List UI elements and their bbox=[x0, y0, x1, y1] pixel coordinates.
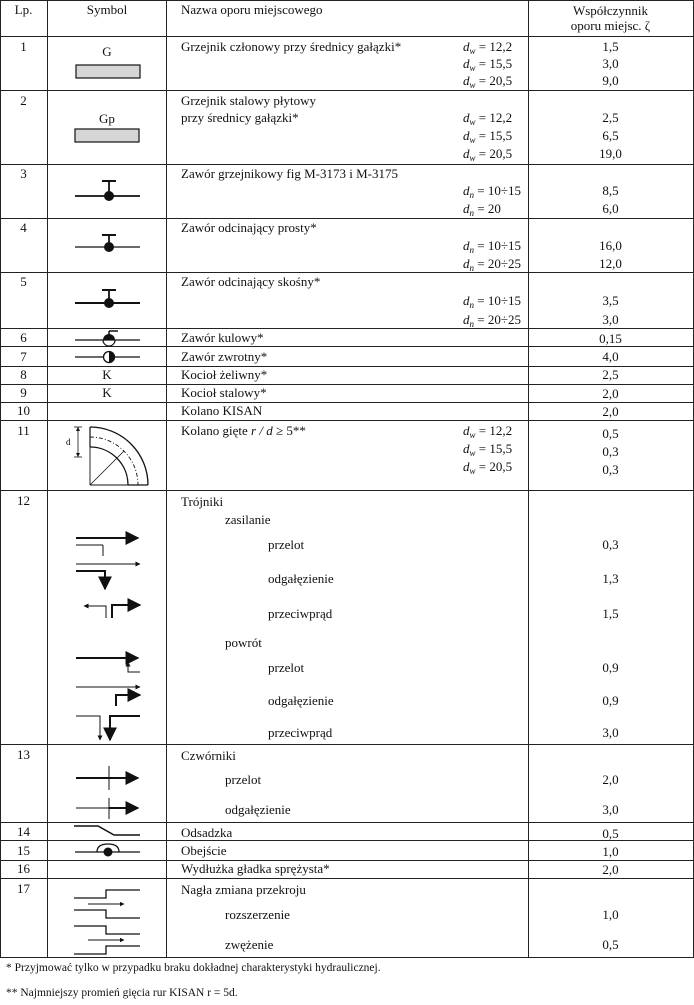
param-label: $d_w = 12,2$ bbox=[463, 423, 513, 440]
coef-value: 3,0 bbox=[602, 56, 619, 71]
row-name: Obejście bbox=[181, 843, 227, 858]
row-name: przy średnicy gałązki* bbox=[181, 110, 299, 125]
param-label: $d_w = 12,2$ bbox=[463, 39, 513, 56]
header-lp: Lp. bbox=[14, 2, 33, 17]
coef-value: 0,3 bbox=[602, 537, 619, 552]
item-label: przeciwprąd bbox=[268, 725, 333, 740]
symbol-label: K bbox=[102, 385, 112, 400]
item-label: przelot bbox=[225, 772, 262, 787]
row-number: 2 bbox=[20, 93, 27, 108]
param-label: $d_w = 20,5$ bbox=[463, 146, 513, 163]
row-number: 11 bbox=[17, 423, 30, 438]
rule bbox=[166, 0, 167, 958]
coef-value: 1,0 bbox=[602, 907, 619, 922]
item-label: przelot bbox=[268, 660, 305, 675]
row-name: Trójniki bbox=[181, 494, 224, 509]
item-label: odgałęzienie bbox=[225, 802, 291, 817]
coef-value: 9,0 bbox=[602, 73, 619, 88]
param-label: $d_n = 20\div 25$ bbox=[463, 256, 521, 273]
row-number: 9 bbox=[20, 385, 27, 400]
coef-value: 0,3 bbox=[602, 462, 619, 477]
header-coef-line2: oporu miejsc. ζ bbox=[570, 18, 651, 33]
param-label: $d_n = 10\div 15$ bbox=[463, 238, 521, 255]
coef-value: 2,0 bbox=[602, 772, 619, 787]
row-name: Grzejnik członowy przy średnicy gałązki* bbox=[181, 39, 402, 54]
coef-value: 0,3 bbox=[602, 444, 619, 459]
shutoff-valve-straight-icon bbox=[48, 232, 166, 258]
coef-value: 3,0 bbox=[602, 312, 619, 327]
coef-value: 0,5 bbox=[602, 937, 619, 952]
coef-value: 3,0 bbox=[602, 725, 619, 740]
row-number: 7 bbox=[20, 349, 27, 364]
row-number: 3 bbox=[20, 166, 27, 181]
tee-return-counterflow-icon bbox=[76, 716, 140, 740]
coef-value: 2,0 bbox=[602, 386, 619, 401]
row-name: Czwórniki bbox=[181, 748, 236, 763]
item-label: odgałęzienie bbox=[268, 571, 334, 586]
footnote: ** Najmniejszy promień gięcia rur KISAN r = 5d. bbox=[6, 987, 238, 999]
coef-value: 0,5 bbox=[602, 826, 619, 841]
param-label: $d_w = 20,5$ bbox=[463, 73, 513, 90]
rule bbox=[0, 0, 694, 1]
item-label: przelot bbox=[268, 537, 305, 552]
coef-value: 2,5 bbox=[602, 367, 619, 382]
offset-fitting-icon bbox=[48, 822, 166, 840]
tee-symbols-icon bbox=[48, 490, 166, 744]
row-name: Kolano KISAN bbox=[181, 403, 263, 418]
item-label: przeciwprąd bbox=[268, 606, 333, 621]
tee-supply-straight-icon bbox=[76, 538, 138, 556]
coef-value: 8,5 bbox=[602, 183, 619, 198]
header-name: Nazwa oporu miejscowego bbox=[181, 2, 323, 17]
row-name: Zawór kulowy* bbox=[181, 330, 264, 345]
coef-value: 1,5 bbox=[602, 606, 619, 621]
row-name: Nagła zmiana przekroju bbox=[181, 882, 306, 897]
coef-value: 2,0 bbox=[602, 862, 619, 877]
row-name: Zawór grzejnikowy fig M-3173 i M-3175 bbox=[181, 166, 398, 181]
row-number: 5 bbox=[20, 274, 27, 289]
item-label: rozszerzenie bbox=[225, 907, 290, 922]
panel-radiator-symbol-icon bbox=[48, 126, 166, 146]
tee-return-straight-icon bbox=[76, 658, 140, 672]
param-label: $d_n = 10\div 15$ bbox=[463, 183, 521, 200]
row-number: 15 bbox=[17, 843, 30, 858]
row-number: 8 bbox=[20, 367, 27, 382]
header-coef-line1: Współczynnik bbox=[572, 3, 649, 18]
cross-fitting-icon bbox=[48, 744, 166, 822]
coef-value: 1,5 bbox=[602, 39, 619, 54]
tee-supply-branch-icon bbox=[76, 564, 140, 589]
radiator-valve-icon bbox=[48, 178, 166, 204]
coef-value: 19,0 bbox=[599, 146, 622, 161]
param-label: $d_n = 20\div 25$ bbox=[463, 312, 521, 329]
param-label: $d_w = 15,5$ bbox=[463, 128, 513, 145]
row-number: 4 bbox=[20, 220, 27, 235]
footnote: * Przyjmować tylko w przypadku braku dokładnej charakterystyki hydraulicznej. bbox=[6, 962, 381, 974]
tee-return-branch-icon bbox=[76, 687, 140, 706]
group-label: powrót bbox=[225, 635, 262, 650]
bend-diameter-label: d bbox=[66, 437, 71, 447]
coef-value: 1,0 bbox=[602, 844, 619, 859]
row-name: Zawór zwrotny* bbox=[181, 349, 268, 364]
tee-supply-counterflow-icon bbox=[84, 605, 140, 618]
rule bbox=[0, 0, 1, 958]
item-label: zwężenie bbox=[225, 937, 274, 952]
ball-valve-icon bbox=[48, 329, 166, 346]
row-name: Grzejnik stalowy płytowy bbox=[181, 93, 317, 108]
row-number: 6 bbox=[20, 330, 27, 345]
section-change-icon bbox=[48, 878, 166, 958]
param-label: $d_n = 20$ bbox=[463, 201, 501, 218]
shutoff-valve-angled-icon bbox=[48, 287, 166, 313]
row-name: Zawór odcinający skośny* bbox=[181, 274, 321, 289]
rule bbox=[0, 36, 694, 37]
param-label: $d_w = 15,5$ bbox=[463, 56, 513, 73]
coef-value: 4,0 bbox=[602, 349, 619, 364]
coef-value: 12,0 bbox=[599, 256, 622, 271]
row-number: 12 bbox=[17, 493, 30, 508]
row-name: Kocioł żeliwny* bbox=[181, 367, 268, 382]
radiator-symbol-icon bbox=[48, 60, 166, 84]
row-number: 1 bbox=[20, 39, 27, 54]
coef-value: 6,0 bbox=[602, 201, 619, 216]
param-label: $d_w = 12,2$ bbox=[463, 110, 513, 127]
coef-value: 16,0 bbox=[599, 238, 622, 253]
group-label: zasilanie bbox=[225, 512, 271, 527]
check-valve-icon bbox=[48, 347, 166, 366]
row-name: Zawór odcinający prosty* bbox=[181, 220, 317, 235]
coef-value: 0,9 bbox=[602, 660, 619, 675]
row-number: 14 bbox=[17, 824, 30, 839]
row-number: 10 bbox=[17, 403, 30, 418]
coef-value: 6,5 bbox=[602, 128, 619, 143]
coef-value: 3,5 bbox=[602, 293, 619, 308]
coef-value: 2,0 bbox=[602, 404, 619, 419]
param-label: $d_w = 20,5$ bbox=[463, 459, 513, 476]
rule bbox=[0, 860, 694, 861]
row-number: 16 bbox=[17, 861, 30, 876]
row-name: Wydłużka gładka sprężysta* bbox=[181, 861, 330, 876]
rule bbox=[0, 402, 694, 403]
symbol-label: K bbox=[102, 367, 112, 382]
coef-value: 0,5 bbox=[602, 426, 619, 441]
bypass-icon bbox=[48, 840, 166, 860]
param-label: $d_n = 10\div 15$ bbox=[463, 293, 521, 310]
bend-elbow-icon bbox=[48, 421, 166, 489]
rule bbox=[0, 90, 694, 91]
row-name: Kocioł stalowy* bbox=[181, 385, 267, 400]
rule bbox=[0, 218, 694, 219]
coef-value: 0,9 bbox=[602, 693, 619, 708]
header-coefficient bbox=[528, 3, 693, 33]
row-number: 13 bbox=[17, 747, 30, 762]
row-name: Odsadzka bbox=[181, 825, 233, 840]
param-label: $d_w = 15,5$ bbox=[463, 441, 513, 458]
symbol-label: G bbox=[102, 44, 112, 59]
rule bbox=[0, 272, 694, 273]
coef-value: 0,15 bbox=[599, 331, 622, 346]
header-symbol: Symbol bbox=[86, 2, 128, 17]
coef-value: 3,0 bbox=[602, 802, 619, 817]
coef-value: 1,3 bbox=[602, 571, 619, 586]
coef-value: 2,5 bbox=[602, 110, 619, 125]
row-name: Kolano gięte r / d ≥ 5** bbox=[181, 423, 306, 438]
symbol-label: Gp bbox=[99, 111, 115, 126]
rule bbox=[0, 164, 694, 165]
item-label: odgałęzienie bbox=[268, 693, 334, 708]
row-number: 17 bbox=[17, 881, 30, 896]
